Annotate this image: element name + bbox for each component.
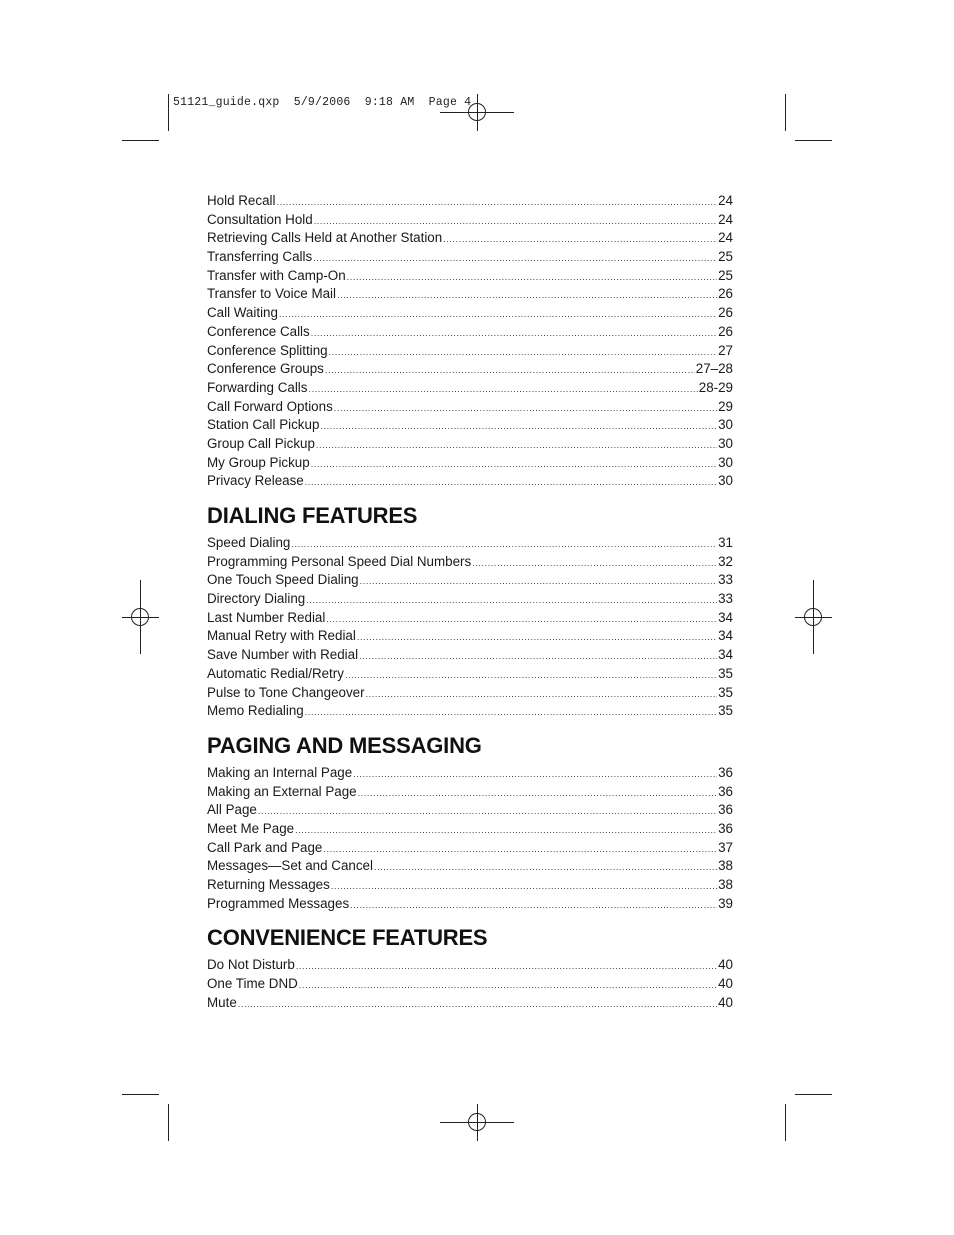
entry-title: Hold Recall [207,193,276,208]
crop-mark [785,94,786,131]
toc-entry [207,472,733,491]
toc-entry [207,229,733,248]
toc-entry [207,571,733,590]
entry-page-number: 38 [718,858,733,874]
entry-title: Forwarding Calls [207,379,308,395]
toc-entry [207,665,733,684]
entry-title: Programming Personal Speed Dial Numbers [207,553,472,569]
toc-entry [207,211,733,230]
toc-entry [207,684,733,703]
entry-page-number: 34 [718,647,733,663]
toc-entry [207,360,733,379]
toc-entry [207,192,733,211]
entry-page-number: 24 [718,193,733,208]
toc-entry [207,764,733,783]
entry-page-number: 30 [718,454,733,470]
entry-page-number: 35 [718,703,733,719]
toc-entry [207,839,733,858]
toc-entry [207,379,733,398]
crop-mark [795,140,832,141]
entry-page-number: 26 [718,305,733,321]
dot-leader [305,703,717,722]
entry-title: Automatic Redial/Retry [207,665,344,681]
entry-title: Consultation Hold [207,211,313,227]
entry-title: Programmed Messages [207,895,350,911]
entry-title: One Touch Speed Dialing [207,572,359,588]
dot-leader [276,193,717,212]
entry-page-number: 36 [718,802,733,818]
toc-entry [207,285,733,304]
dot-leader [323,840,717,859]
toc-entry [207,435,733,454]
entry-page-number: 25 [718,249,733,265]
crop-mark [785,1104,786,1141]
entry-page-number: 35 [718,665,733,681]
dot-leader [314,212,717,231]
entry-page-number: 25 [718,267,733,283]
entry-page-number: 24 [718,211,733,227]
dot-leader [472,554,717,573]
dot-leader [358,784,717,803]
toc-entry [207,702,733,721]
toc-entry [207,553,733,572]
dot-leader [331,877,717,896]
dot-leader [337,286,717,305]
entry-title: Making an Internal Page [207,764,353,780]
entry-title: Mute [207,994,237,1010]
entry-title: One Time DND [207,976,298,992]
toc-section [207,732,733,914]
crop-mark [795,1094,832,1095]
entry-page-number: 39 [718,895,733,911]
toc-entry [207,398,733,417]
dot-leader [308,380,697,399]
toc-entry [207,994,733,1013]
dot-leader [258,802,717,821]
entry-title: Call Waiting [207,305,278,321]
entry-title: Privacy Release [207,473,304,489]
entry-page-number: 38 [718,877,733,892]
entry-page-number: 34 [718,628,733,644]
entry-page-number: 30 [718,417,733,433]
entry-title: Memo Redialing [207,703,304,719]
dot-leader [313,249,717,268]
section-heading: DIALING FEATURES [207,503,418,528]
dot-leader [334,399,717,418]
entry-page-number: 29 [718,398,733,414]
entry-title: Retrieving Calls Held at Another Station [207,230,443,246]
print-slug: 51121_guide.qxp 5/9/2006 9:18 AM Page 4 [173,96,472,109]
toc-section [207,924,733,1012]
section-heading: CONVENIENCE FEATURES [207,925,488,951]
dot-leader [329,343,718,362]
dot-leader [443,230,717,249]
entry-page-number: 30 [718,435,733,451]
dot-leader [311,455,717,474]
entry-title: Transfer to Voice Mail [207,286,336,302]
toc-entry [207,304,733,323]
entry-title: Speed Dialing [207,535,291,550]
entry-page-number: 27–28 [695,361,733,377]
toc-entry [207,609,733,628]
entry-title: Call Forward Options [207,398,333,414]
dot-leader [326,610,717,629]
toc-entry [207,590,733,609]
crop-mark [168,94,169,131]
entry-page-number: 26 [718,323,733,339]
crop-mark [168,1104,169,1141]
dot-leader [291,535,717,554]
crop-mark [122,140,159,141]
entry-page-number: 32 [718,553,733,569]
toc-entry [207,342,733,361]
dot-leader [279,305,717,324]
entry-page-number: 37 [718,839,733,855]
entry-page-number: 35 [718,684,733,700]
entry-page-number: 40 [718,994,733,1010]
dot-leader [325,361,695,380]
table-of-contents [207,192,733,1012]
dot-leader [295,821,717,840]
toc-entry [207,956,733,975]
entry-page-number: 36 [718,783,733,799]
entry-title: All Page [207,802,257,818]
toc-entry [207,627,733,646]
toc-entry [207,534,733,553]
toc-section [207,502,733,721]
toc-entry [207,801,733,820]
entry-page-number: 31 [718,535,733,550]
entry-page-number: 34 [718,609,733,625]
toc-entry [207,454,733,473]
dot-leader [353,765,717,784]
entry-title: Meet Me Page [207,820,295,836]
dot-leader [238,995,717,1014]
entry-page-number: 27 [718,342,733,358]
entry-page-number: 30 [718,473,733,489]
toc-entry [207,876,733,895]
entry-title: Group Call Pickup [207,435,315,451]
entry-title: Call Park and Page [207,839,323,855]
dot-leader [357,628,717,647]
entry-page-number: 40 [718,976,733,992]
dot-leader [316,436,717,455]
toc-entry [207,857,733,876]
entry-title: Conference Calls [207,323,310,339]
entry-title: Do Not Disturb [207,957,295,973]
toc-entry [207,783,733,802]
entry-title: Conference Splitting [207,342,328,358]
toc-entry [207,646,733,665]
entry-page-number: 33 [718,572,733,588]
dot-leader [360,572,717,591]
dot-leader [374,858,717,877]
dot-leader [311,324,717,343]
entry-title: Messages—Set and Cancel [207,858,373,874]
dot-leader [306,591,717,610]
toc-entry [207,895,733,914]
dot-leader [347,268,717,287]
entry-title: Pulse to Tone Changeover [207,684,365,700]
dot-leader [320,417,717,436]
entry-title: Station Call Pickup [207,417,320,433]
entry-title: Transferring Calls [207,249,313,265]
crop-mark [122,1094,159,1095]
entry-title: Last Number Redial [207,609,326,625]
entry-title: Save Number with Redial [207,647,359,663]
toc-entry [207,416,733,435]
toc-entry [207,975,733,994]
entry-page-number: 36 [718,820,733,836]
entry-title: My Group Pickup [207,454,310,470]
entry-page-number: 40 [718,957,733,973]
entry-page-number: 24 [718,230,733,246]
entry-title: Returning Messages [207,877,330,892]
dot-leader [299,976,717,995]
entry-title: Making an External Page [207,783,357,799]
dot-leader [296,957,717,976]
entry-title: Transfer with Camp-On [207,267,346,283]
entry-page-number: 26 [718,286,733,302]
entry-title: Conference Groups [207,361,324,377]
entry-page-number: 28-29 [698,379,733,395]
entry-title: Manual Retry with Redial [207,628,356,644]
toc-section [207,192,733,491]
dot-leader [345,666,717,685]
section-heading: PAGING AND MESSAGING [207,732,482,758]
dot-leader [305,473,717,492]
entry-page-number: 33 [718,591,733,607]
dot-leader [350,896,717,915]
toc-entry [207,820,733,839]
toc-entry [207,323,733,342]
entry-title: Directory Dialing [207,591,306,607]
toc-entry [207,267,733,286]
dot-leader [359,647,717,666]
toc-entry [207,248,733,267]
entry-page-number: 36 [718,764,733,780]
dot-leader [366,685,718,704]
